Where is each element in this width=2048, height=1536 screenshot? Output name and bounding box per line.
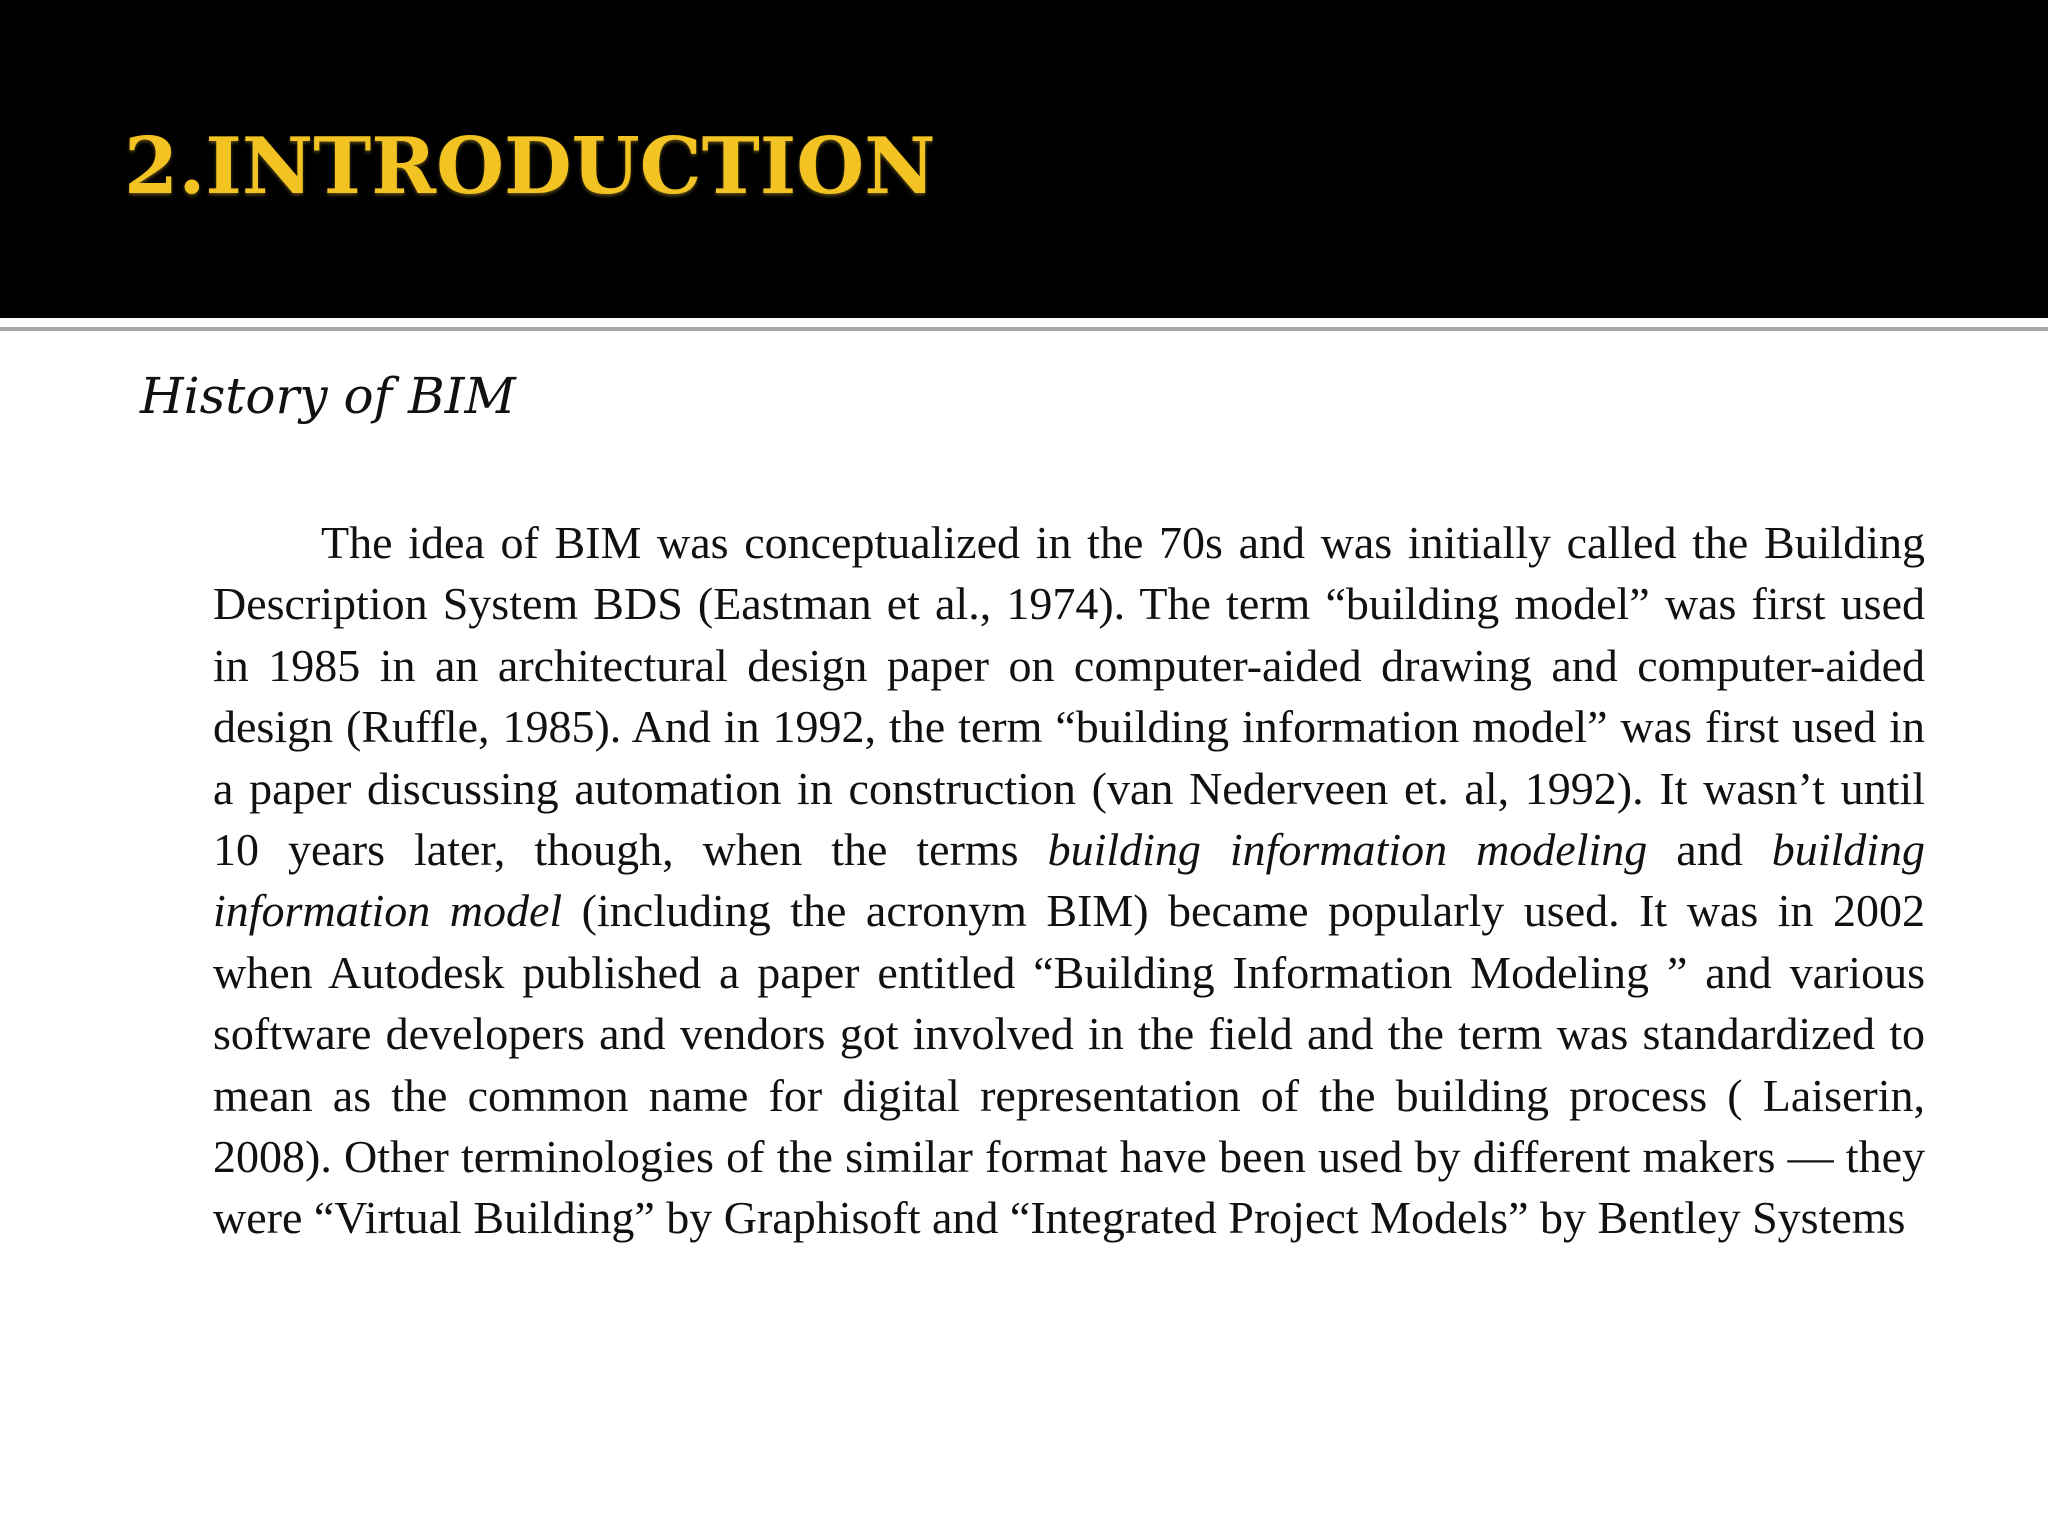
paragraph-italic-term-1: building information modeling <box>1047 824 1648 876</box>
title-banner <box>0 0 2048 318</box>
body-paragraph <box>213 512 1925 1249</box>
paragraph-text-3: (including the acronym BIM) became popularly used. It was in 2002 when Autodesk published a paper entitled “Building Information Modeling ” and various software developers and vendors got involved in the field and the term was standardized to mean as the common name for digital representation of the building process ( Laiserin, 2008). Other terminologies of the similar format have been used by different makers — they were “Virtual Building” by Graphisoft and “Integrated Project Models” by Bentley Systems <box>213 885 1925 1244</box>
paragraph-italic-term-2: building information model <box>213 824 1926 937</box>
divider-line <box>0 327 2048 331</box>
paragraph-text-2: and <box>1676 824 1743 876</box>
divider-gap <box>0 318 2048 327</box>
section-heading: History of BIM <box>140 367 516 425</box>
slide-title: 2.INTRODUCTION <box>124 121 936 212</box>
paragraph-text-1: The idea of BIM was conceptualized in the 70s and was initially called the Building Description System BDS (Eastman et al., 1974). The term “building model” was first used in 1985 in an architectural design paper on computer-aided drawing and computer-aided design (Ruffle, 1985). And in 1992, the term “building information model” was first used in a paper discussing automation in construction (van Nederveen et. al, 1992). It wasn’t until 10 years later, though, when the terms <box>213 517 1925 876</box>
